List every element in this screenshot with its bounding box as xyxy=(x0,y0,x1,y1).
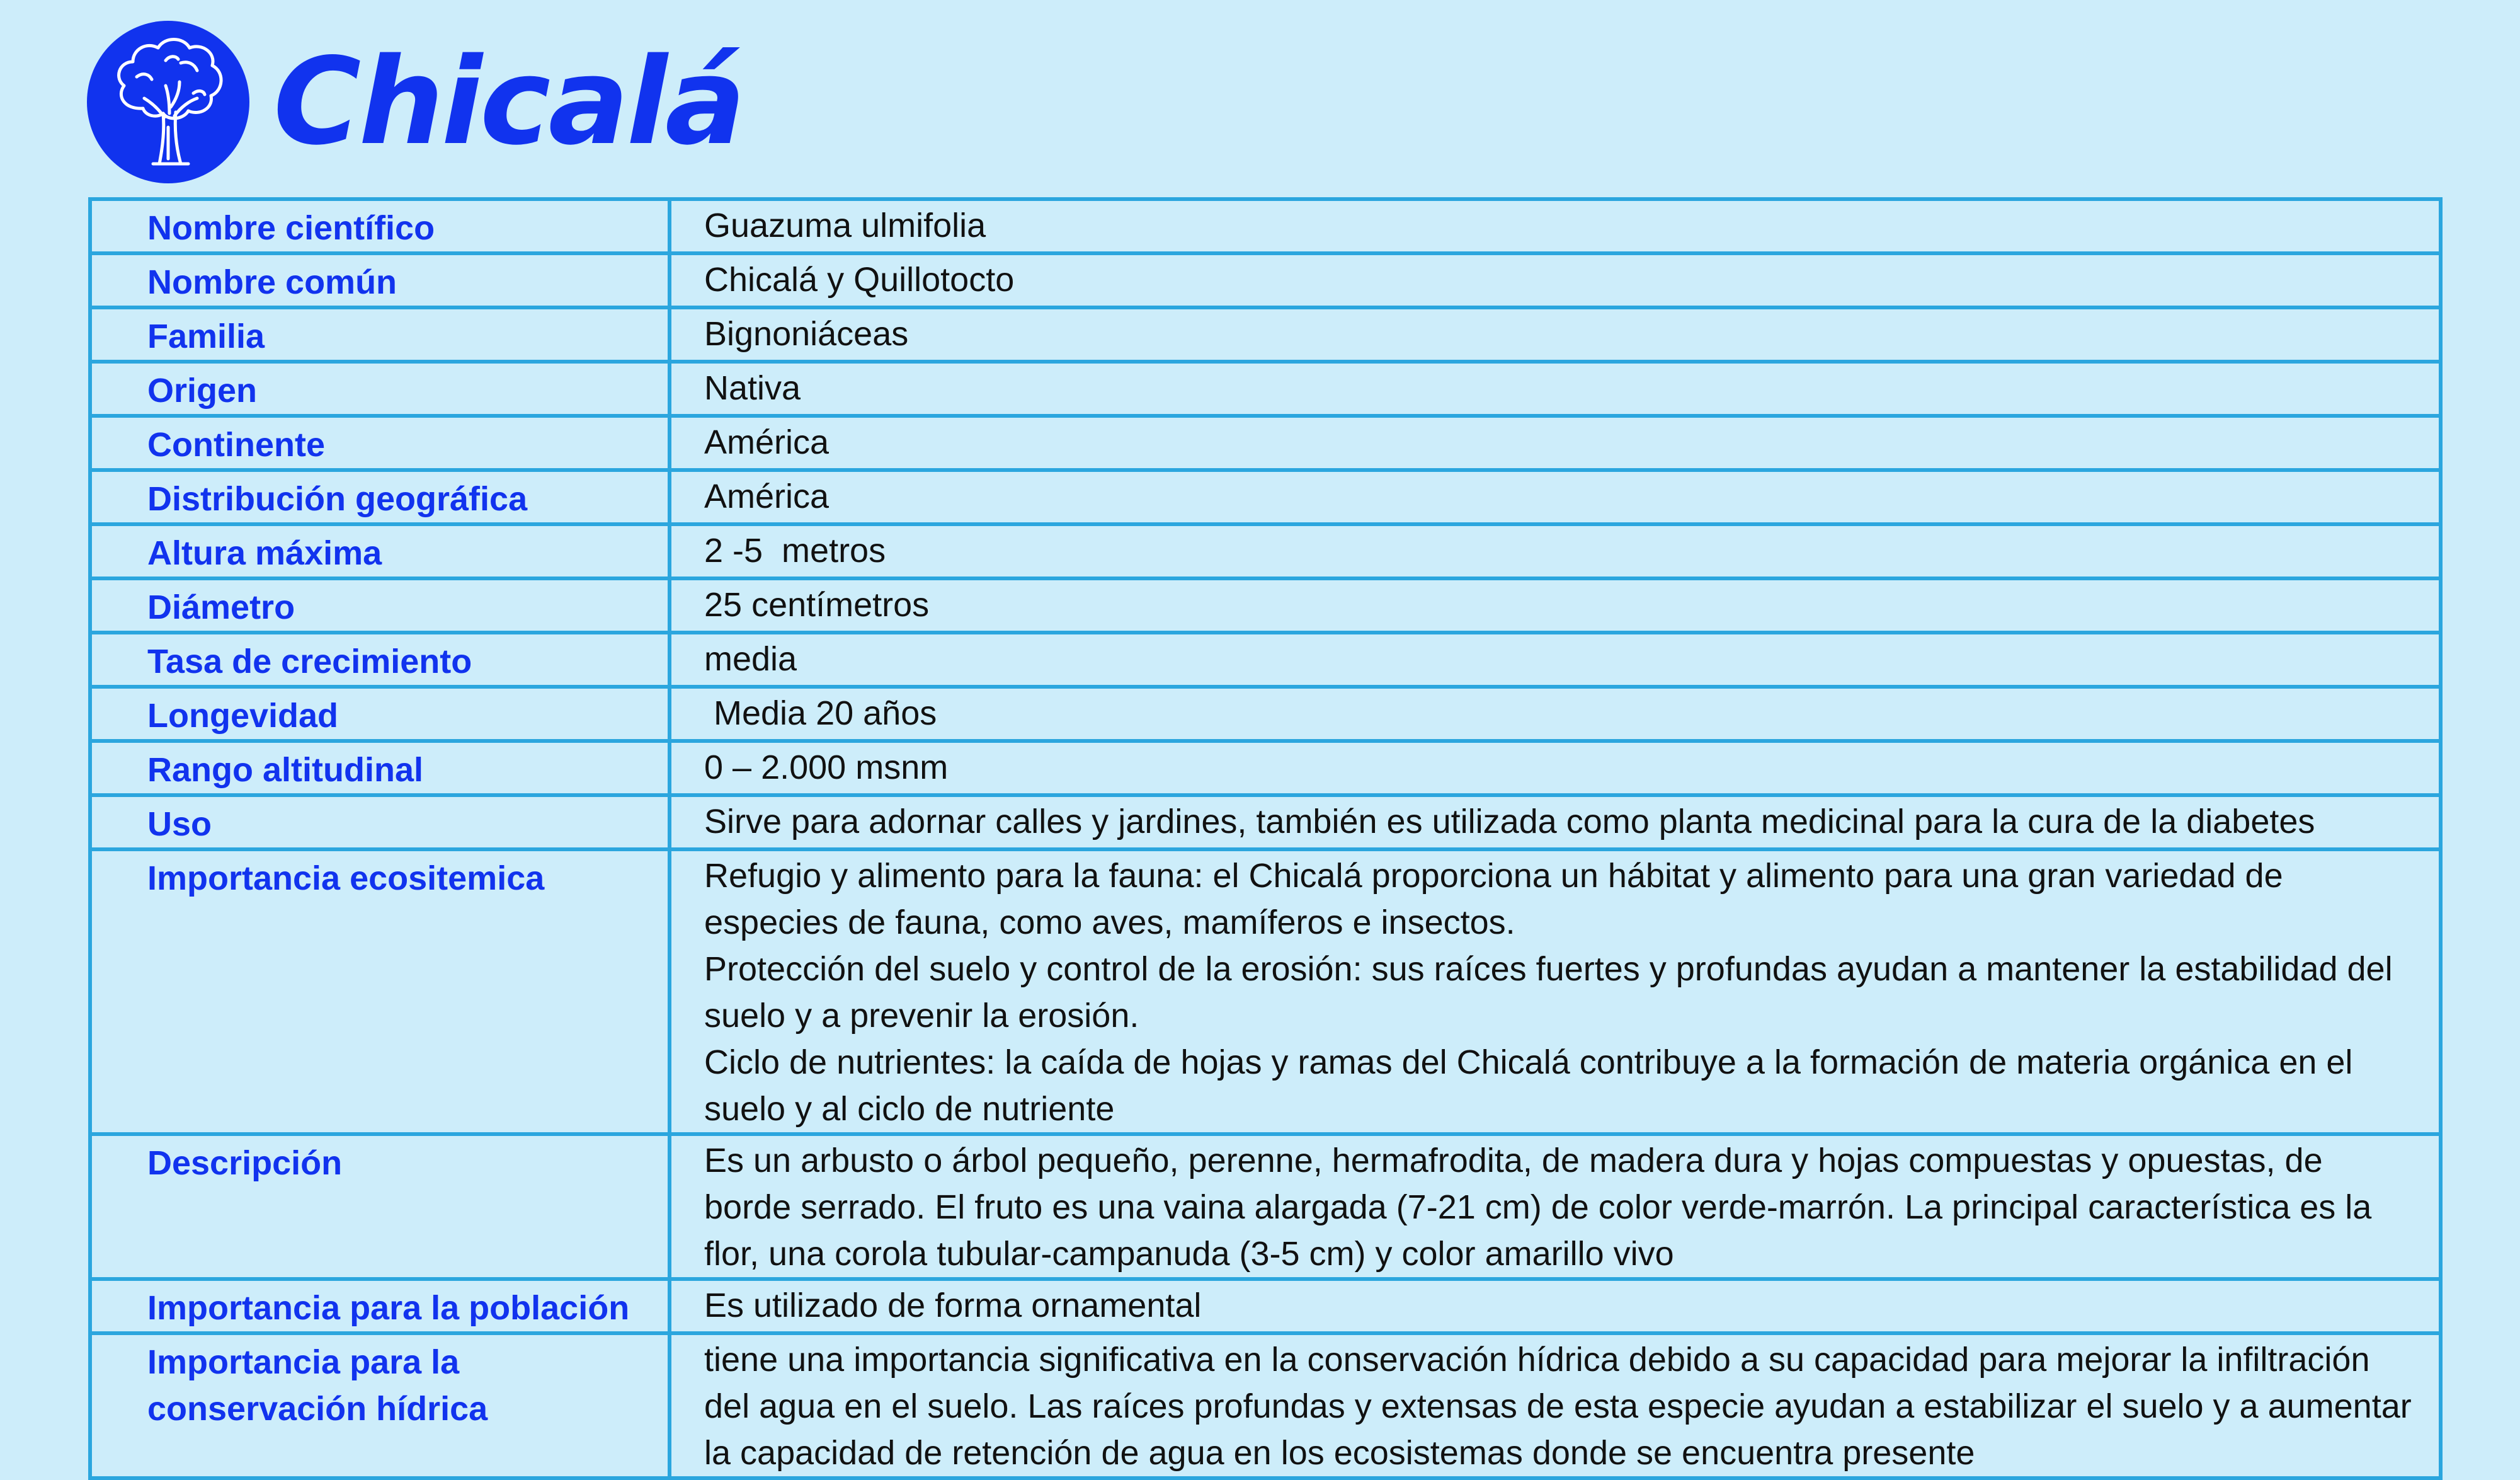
row-label: Nombre científico xyxy=(90,199,670,253)
row-label: Tasa de crecimiento xyxy=(90,633,670,687)
row-value xyxy=(670,1134,2441,1279)
value-text: 2 -5 metros xyxy=(704,532,886,570)
table-row xyxy=(90,578,2441,633)
table-row xyxy=(90,199,2441,253)
value-text: Chicalá y Quillotocto xyxy=(704,261,1015,299)
table-row xyxy=(90,362,2441,416)
row-value xyxy=(670,199,2441,253)
row-value xyxy=(670,1333,2441,1478)
table-row xyxy=(90,687,2441,741)
table-row xyxy=(90,795,2441,849)
row-label: Importancia para la conservación hídrica xyxy=(90,1333,670,1478)
value-text: Guazuma ulmifolia xyxy=(704,207,986,244)
logo xyxy=(87,21,249,183)
row-value xyxy=(670,578,2441,633)
row-label: Origen xyxy=(90,362,670,416)
value-text: Sirve para adornar calles y jardines, también es utilizada como planta medicinal para la cura de la diabetes xyxy=(704,803,2315,840)
table-row xyxy=(90,1279,2441,1333)
value-text: Es utilizado de forma ornamental xyxy=(704,1287,1202,1324)
row-label: Descripción xyxy=(90,1134,670,1279)
row-value xyxy=(670,362,2441,416)
value-text: América xyxy=(704,423,830,461)
row-value xyxy=(670,470,2441,524)
page-header xyxy=(87,20,743,184)
value-paragraph: Refugio y alimento para la fauna: el Chicalá proporciona un hábitat y alimento para una gran variedad de especies de fauna, como aves, mamíferos e insectos. xyxy=(704,857,2283,941)
row-value xyxy=(670,1279,2441,1333)
value-text: Bignoniáceas xyxy=(704,315,909,353)
table-row xyxy=(90,470,2441,524)
row-value xyxy=(670,741,2441,795)
value-text: media xyxy=(704,640,797,678)
row-value xyxy=(670,416,2441,470)
row-label: Importancia para la población xyxy=(90,1279,670,1333)
species-info-table xyxy=(88,197,2443,1480)
tree-icon xyxy=(105,33,231,171)
value-paragraph: Ciclo de nutrientes: la caída de hojas y ramas del Chicalá contribuye a la formación de materia orgánica en el suelo y al ciclo de nutriente xyxy=(704,1043,2353,1128)
value-text: Media 20 años xyxy=(704,694,937,732)
value-text: Nativa xyxy=(704,369,801,407)
table-row xyxy=(90,633,2441,687)
value-text: Es un arbusto o árbol pequeño, perenne, hermafrodita, de madera dura y hojas compuestas y opuestas, de borde serrado. El fruto es una vaina alargada (7-21 cm) de color verde-marrón. La principal característica es la flor, una corola tubular-campanuda (3-5 cm) y color amarillo vivo xyxy=(704,1142,2372,1273)
value-text: América xyxy=(704,478,830,515)
page-title: Chicalá xyxy=(273,32,744,171)
row-label: Altura máxima xyxy=(90,524,670,578)
row-label: Distribución geográfica xyxy=(90,470,670,524)
row-value xyxy=(670,524,2441,578)
row-value xyxy=(670,307,2441,362)
row-label: Rango altitudinal xyxy=(90,741,670,795)
row-label: Continente xyxy=(90,416,670,470)
table-row xyxy=(90,741,2441,795)
table-row xyxy=(90,416,2441,470)
table-row xyxy=(90,849,2441,1134)
row-value xyxy=(670,795,2441,849)
value-text: 0 – 2.000 msnm xyxy=(704,749,949,786)
row-label: Familia xyxy=(90,307,670,362)
row-label: Uso xyxy=(90,795,670,849)
table-row xyxy=(90,1333,2441,1478)
row-label: Longevidad xyxy=(90,687,670,741)
value-text: 25 centímetros xyxy=(704,586,930,624)
value-text: tiene una importancia significativa en la conservación hídrica debido a su capacidad para mejorar la infiltración del agua en el suelo. Las raíces profundas y extensas de esta especie ayudan a estabilizar el suelo y a aumentar la capacidad de retención de agua en los ecosistemas donde se encuentra presente xyxy=(704,1341,2412,1472)
row-value xyxy=(670,849,2441,1134)
table-row xyxy=(90,307,2441,362)
table-row xyxy=(90,253,2441,307)
row-label: Importancia ecositemica xyxy=(90,849,670,1134)
row-label: Nombre común xyxy=(90,253,670,307)
value-paragraph: Protección del suelo y control de la erosión: sus raíces fuertes y profundas ayudan a mantener la estabilidad del suelo y a prevenir la erosión. xyxy=(704,950,2393,1035)
row-value xyxy=(670,253,2441,307)
table-row xyxy=(90,1134,2441,1279)
row-value xyxy=(670,633,2441,687)
row-label: Diámetro xyxy=(90,578,670,633)
row-value xyxy=(670,687,2441,741)
table-row xyxy=(90,524,2441,578)
